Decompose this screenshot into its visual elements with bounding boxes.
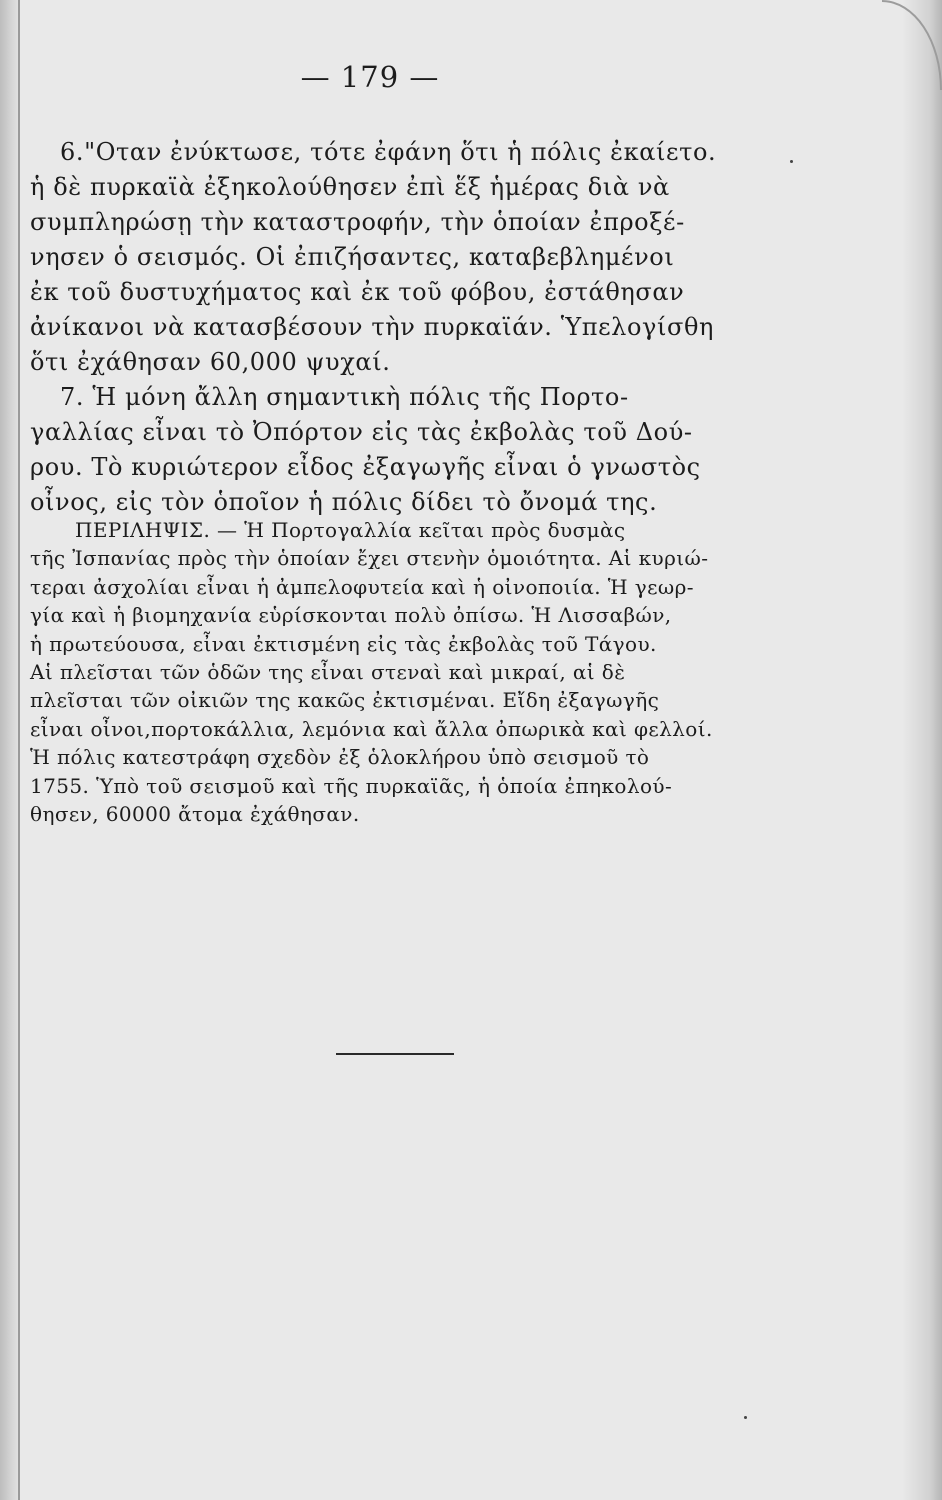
page-gutter	[0, 0, 20, 1500]
speck	[790, 160, 793, 163]
paragraph-6-line: συμπληρώσῃ τὴν καταστροφήν, τὴν ὁποίαν ἐπροξέ-	[30, 208, 685, 236]
speck	[744, 1416, 747, 1419]
paragraph-6-line: 6."Οταν ἐνύκτωσε, τότε ἐφάνη ὅτι ἡ πόλις ἐκαίετο.	[60, 138, 717, 166]
summary-line: πλεῖσται τῶν οἰκιῶν της κακῶς ἐκτισμέναι. Εἴδη ἐξαγωγῆς	[30, 688, 660, 713]
summary-line: Αἱ πλεῖσται τῶν ὁδῶν της εἶναι στεναὶ καὶ μικραί, αἱ δὲ	[30, 660, 626, 685]
paragraph-6-line: ἀνίκανοι νὰ κατασβέσουν τὴν πυρκαϊάν. Ὑπελογίσθη	[30, 313, 715, 341]
summary-heading-line: ΠΕΡΙΛΗΨΙΣ. — Ἡ Πορτογαλλία κεῖται πρὸς δυσμὰς	[75, 518, 626, 542]
paragraph-6-line: ἡ δὲ πυρκαϊὰ ἐξηκολούθησεν ἐπὶ ἕξ ἡμέρας διὰ νὰ	[30, 173, 670, 201]
summary-line: Ἡ πόλις κατεστράφη σχεδὸν ἐξ ὁλοκλήρου ὑπὸ σεισμοῦ τὸ	[30, 745, 650, 770]
summary-line: ἡ πρωτεύουσα, εἶναι ἐκτισμένη εἰς τὰς ἐκβολὰς τοῦ Τάγου.	[30, 631, 657, 656]
paragraph-7-line: οἶνος, εἰς τὸν ὁποῖον ἡ πόλις δίδει τὸ ὄνομά της.	[30, 488, 658, 516]
summary-line: 1755. Ὑπὸ τοῦ σεισμοῦ καὶ τῆς πυρκαϊᾶς, ἡ ὁποία ἐπηκολού-	[30, 773, 673, 798]
summary-line: τεραι ἀσχολίαι εἶναι ἡ ἀμπελοφυτεία καὶ ἡ οἰνοποιία. Ἡ γεωρ-	[30, 574, 694, 599]
main-text	[30, 135, 740, 520]
page-edge-shadow	[902, 0, 942, 1500]
paragraph-6-line: ὅτι ἐχάθησαν 60,000 ψυχαί.	[30, 348, 391, 376]
paragraph-7-line: γαλλίας εἶναι τὸ Ὀπόρτον εἰς τὰς ἐκβολὰς τοῦ Δού-	[30, 418, 693, 446]
paragraph-6-line: ἐκ τοῦ δυστυχήματος καὶ ἐκ τοῦ φόβου, ἐστάθησαν	[30, 278, 685, 306]
page-number: — 179 —	[300, 60, 440, 94]
paragraph-6-line: νησεν ὁ σεισμός. Οἱ ἐπιζήσαντες, καταβεβλημένοι	[30, 243, 675, 271]
summary-section	[30, 516, 740, 828]
binding-line	[18, 0, 20, 1500]
paragraph-7-line: ρου. Τὸ κυριώτερον εἶδος ἐξαγωγῆς εἶναι ὁ γνωστὸς	[30, 453, 701, 481]
summary-line: θησεν, 60000 ἄτομα ἐχάθησαν.	[30, 802, 360, 827]
summary-line: γία καὶ ἡ βιομηχανία εὑρίσκονται πολὺ ὀπίσω. Ἡ Λισσαβών,	[30, 603, 672, 628]
summary-line: εἶναι οἶνοι,πορτοκάλλια, λεμόνια καὶ ἄλλα ὀπωρικὰ καὶ φελλοί.	[30, 716, 713, 741]
paragraph-7-line: 7. Ἡ μόνη ἄλλη σημαντικὴ πόλις τῆς Πορτο-	[60, 383, 629, 411]
summary-line: τῆς Ἰσπανίας πρὸς τὴν ὁποίαν ἔχει στενὴν ὁμοιότητα. Αἱ κυριώ-	[30, 546, 709, 571]
end-divider-rule	[336, 1053, 454, 1055]
